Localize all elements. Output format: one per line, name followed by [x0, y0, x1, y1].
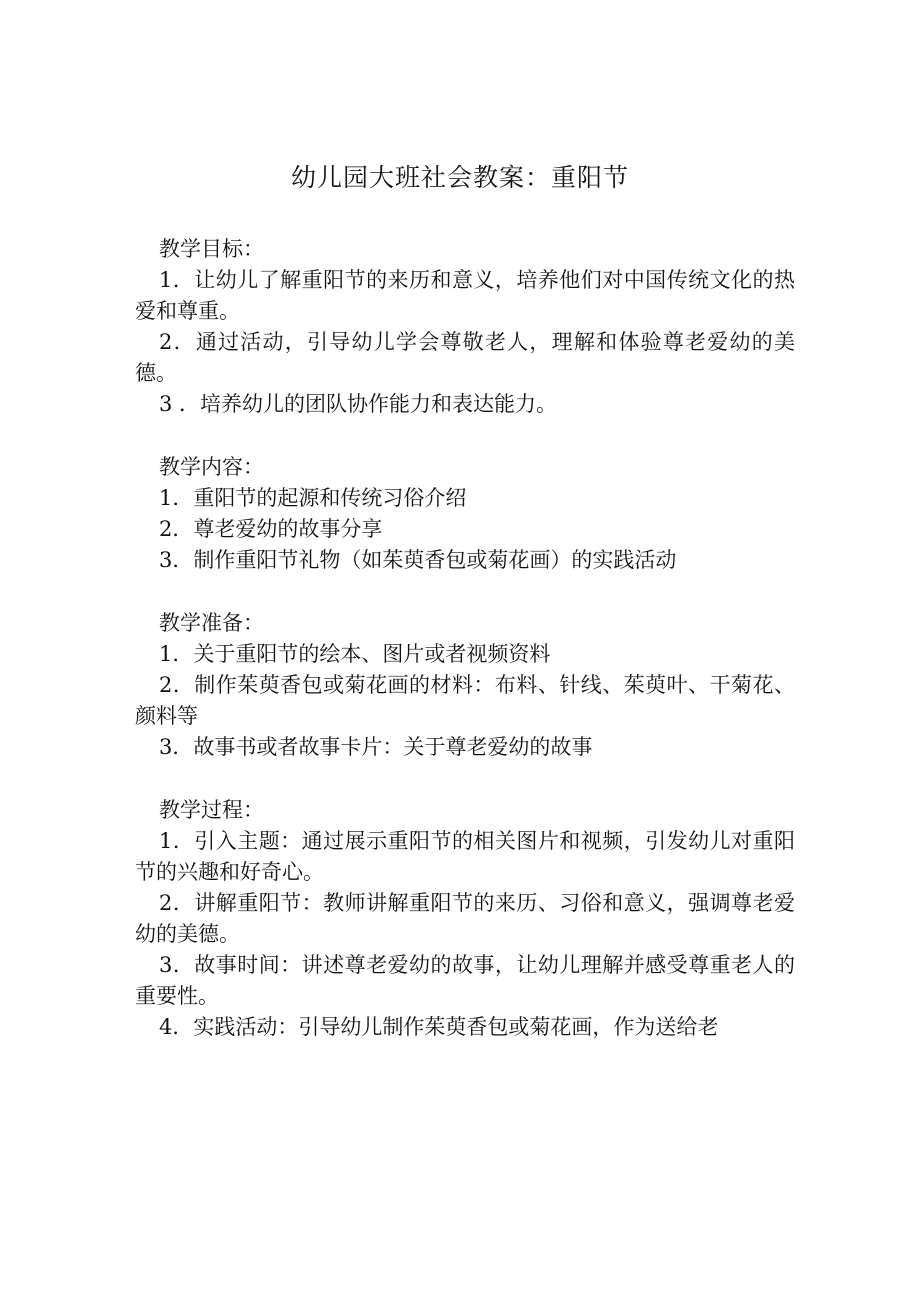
list-item: 4．实践活动：引导幼儿制作茱萸香包或菊花画，作为送给老	[159, 1015, 719, 1039]
section-heading: 教学准备：	[159, 611, 264, 635]
list-item: 3．故事书或者故事卡片：关于尊老爱幼的故事	[159, 735, 593, 759]
list-item: 3．制作重阳节礼物（如茱萸香包或菊花画）的实践活动	[159, 548, 677, 572]
document-title: 幼儿园大班社会教案：重阳节	[290, 163, 629, 192]
list-item: 1．重阳节的起源和传统习俗介绍	[159, 486, 467, 510]
list-item: 2．讲解重阳节：教师讲解重阳节的来历、习俗和意义，强调尊老爱幼的美德。	[135, 891, 795, 946]
section-objectives	[135, 234, 795, 420]
document-body	[135, 234, 795, 1075]
list-item: 1．引入主题：通过展示重阳节的相关图片和视频，引发幼儿对重阳节的兴趣和好奇心。	[135, 829, 795, 884]
section-content	[135, 452, 795, 576]
list-item: 2．制作茱萸香包或菊花画的材料：布料、针线、茱萸叶、干菊花、颜料等	[135, 673, 795, 728]
list-item: 2．尊老爱幼的故事分享	[159, 517, 383, 541]
section-heading: 教学过程：	[159, 798, 264, 822]
list-item: 3．故事时间：讲述尊老爱幼的故事，让幼儿理解并感受尊重老人的重要性。	[135, 953, 795, 1008]
list-item: 2．通过活动，引导幼儿学会尊敬老人，理解和体验尊老爱幼的美德。	[135, 330, 795, 385]
section-heading: 教学内容：	[159, 455, 264, 479]
section-preparation	[135, 608, 795, 763]
list-item: 3 ．培养幼儿的团队协作能力和表达能力。	[159, 392, 558, 416]
list-item: 1．让幼儿了解重阳节的来历和意义，培养他们对中国传统文化的热爱和尊重。	[135, 268, 795, 323]
section-process	[135, 795, 795, 1043]
list-item: 1．关于重阳节的绘本、图片或者视频资料	[159, 642, 551, 666]
section-heading: 教学目标：	[159, 237, 264, 261]
